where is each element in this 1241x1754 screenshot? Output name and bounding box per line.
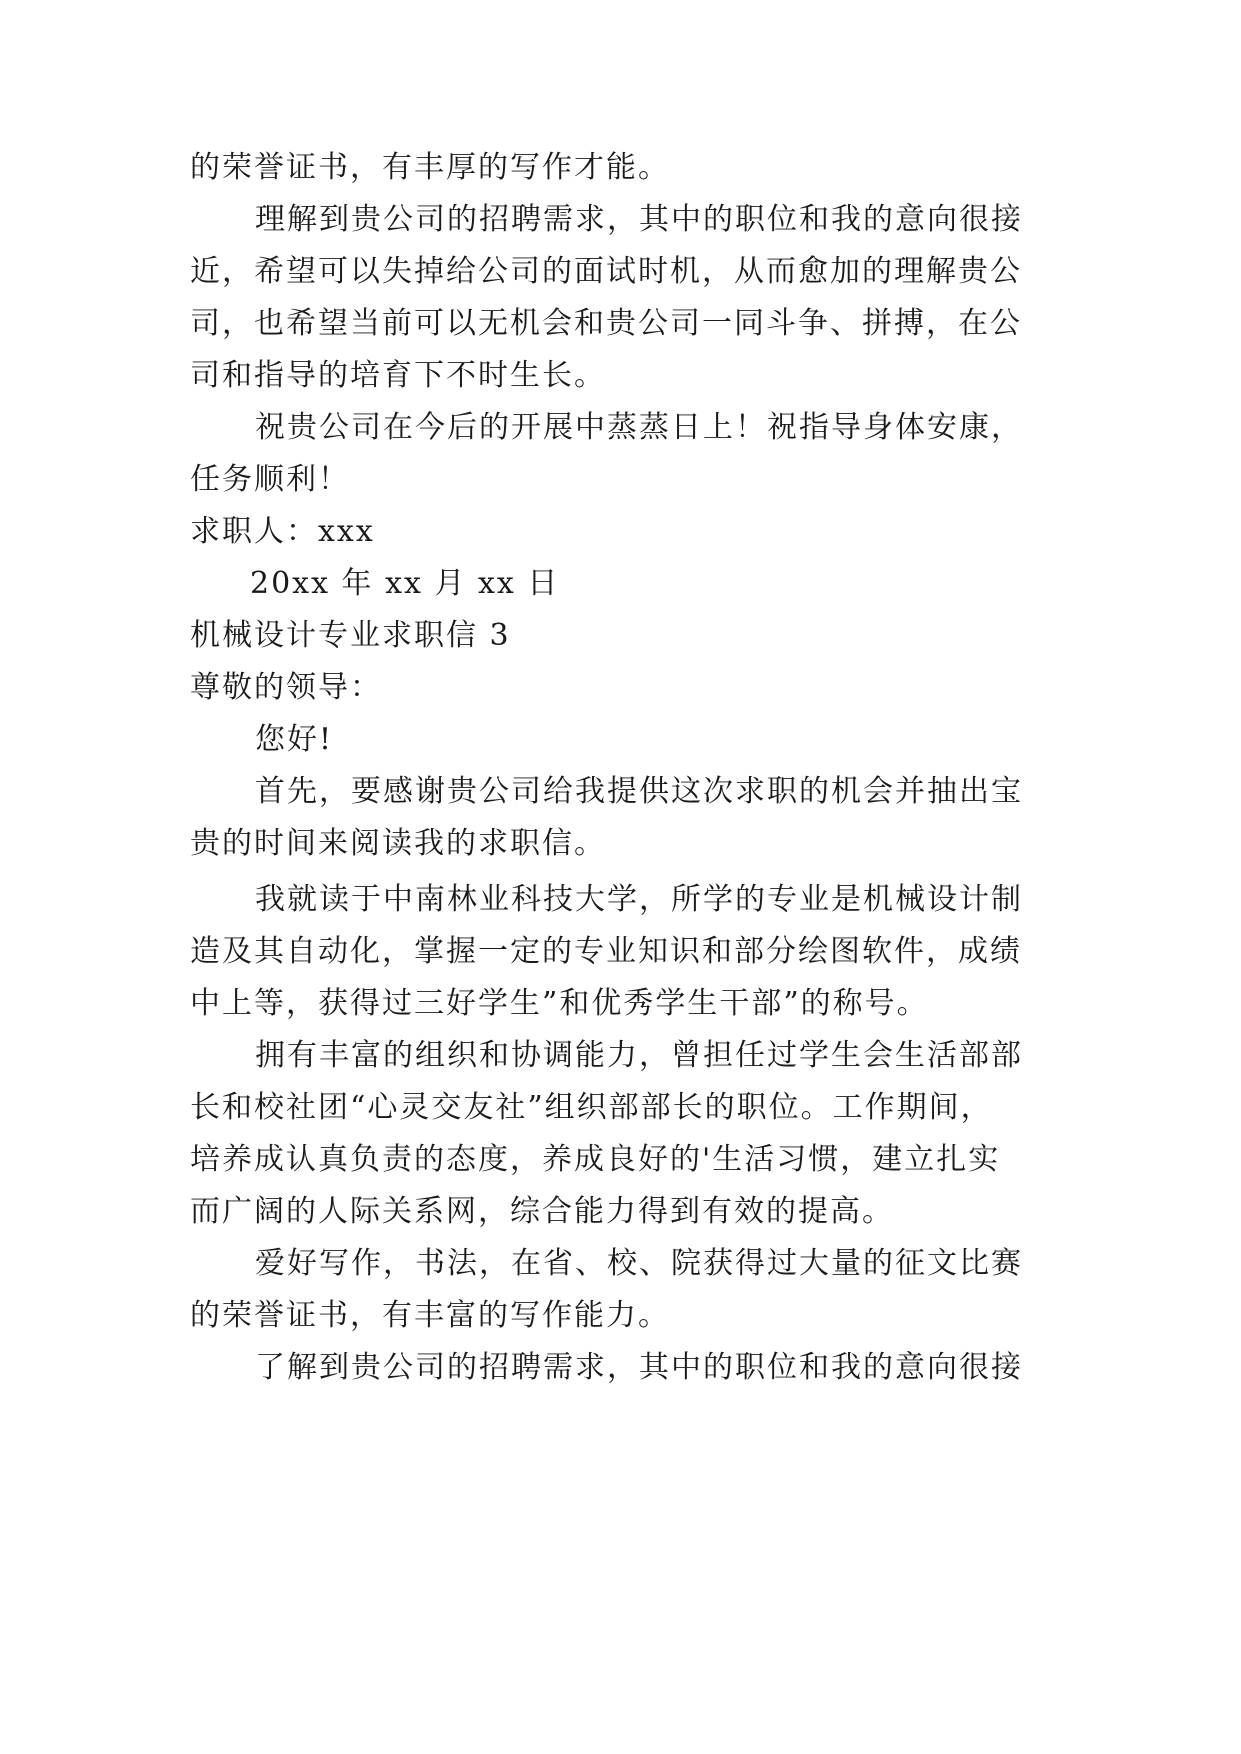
text-line: 中上等，获得过三好学生”和优秀学生干部”的称号。 xyxy=(190,986,929,1021)
paragraph-start: 理解到贵公司的招聘需求，其中的职位和我的意向很接 xyxy=(255,202,1023,237)
paragraph-start: 祝贵公司在今后的开展中蒸蒸日上！祝指导身体安康， xyxy=(255,410,1023,445)
text-line: 的荣誉证书，有丰厚的写作才能。 xyxy=(190,150,670,185)
text-line: 造及其自动化，掌握一定的专业知识和部分绘图软件，成绩 xyxy=(190,934,1022,969)
paragraph-start: 首先，要感谢贵公司给我提供这次求职的机会并抽出宝 xyxy=(255,774,1023,809)
text-line: 而广阔的人际关系网，综合能力得到有效的提高。 xyxy=(190,1194,894,1229)
text-line: 培养成认真负责的态度，养成良好的'生活习惯，建立扎实 xyxy=(190,1142,1001,1177)
text-line: 长和校社团“心灵交友社”组织部部长的职位。工作期间， xyxy=(190,1090,993,1125)
paragraph-start: 我就读于中南林业科技大学，所学的专业是机械设计制 xyxy=(255,882,1023,917)
text-line: 近，希望可以失掉给公司的面试时机，从而愈加的理解贵公 xyxy=(190,254,1022,289)
text-line: 司，也希望当前可以无机会和贵公司一同斗争、拼搏，在公 xyxy=(190,306,1022,341)
paragraph-start: 了解到贵公司的招聘需求，其中的职位和我的意向很接 xyxy=(255,1350,1023,1385)
text-line: 任务顺利！ xyxy=(190,462,350,497)
paragraph-start: 拥有丰富的组织和协调能力，曾担任过学生会生活部部 xyxy=(255,1038,1023,1073)
salutation: 尊敬的领导： xyxy=(190,670,382,705)
text-line: 贵的时间来阅读我的求职信。 xyxy=(190,826,606,861)
section-title: 机械设计专业求职信 3 xyxy=(190,618,511,653)
greeting: 您好! xyxy=(255,722,334,757)
signature-line: 求职人：xxx xyxy=(190,514,375,549)
text-line: 的荣誉证书，有丰富的写作能力。 xyxy=(190,1298,670,1333)
date-line: 20xx 年 xx 月 xx 日 xyxy=(250,566,560,601)
text-line: 司和指导的培育下不时生长。 xyxy=(190,358,606,393)
paragraph-start: 爱好写作，书法，在省、校、院获得过大量的征文比赛 xyxy=(255,1246,1023,1281)
